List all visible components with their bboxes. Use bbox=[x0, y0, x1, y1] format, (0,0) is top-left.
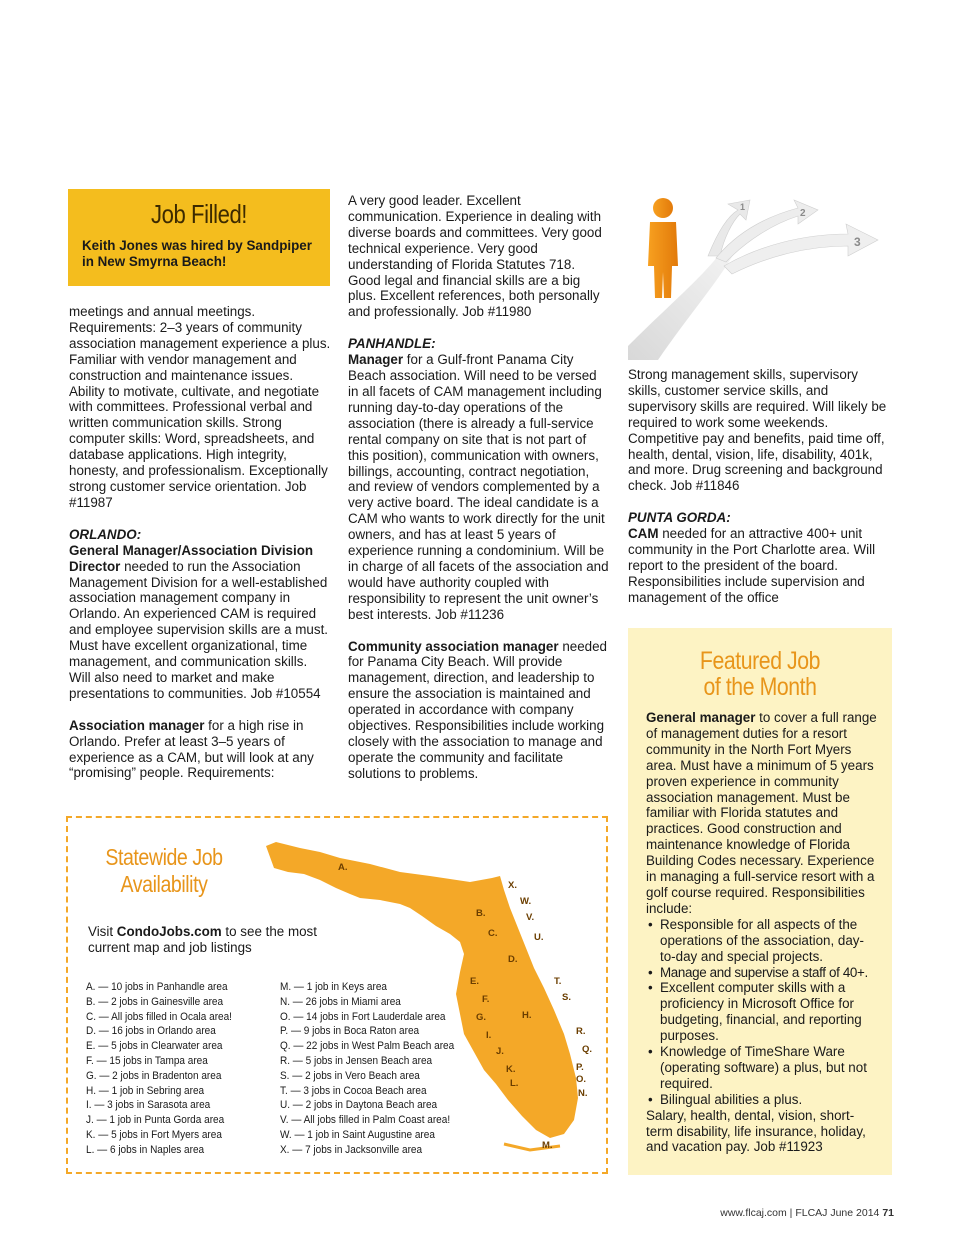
map-label-c: C. bbox=[488, 928, 498, 939]
map-label-k: K. bbox=[506, 1064, 516, 1075]
job-list-item: X. — 7 jobs in Jacksonville area bbox=[280, 1143, 423, 1156]
job-list-item: J. — 1 job in Punta Gorda area bbox=[86, 1114, 225, 1127]
job-list-item: D. — 16 jobs in Orlando area bbox=[86, 1025, 216, 1038]
statewide-title bbox=[99, 844, 228, 898]
featured-lead bbox=[646, 710, 878, 917]
job-filled-text: Keith Jones was hired by Sandpiper in New Smyrna Beach! bbox=[82, 238, 312, 269]
map-label-u: U. bbox=[534, 932, 544, 943]
orlando-heading: ORLANDO: bbox=[69, 526, 142, 542]
featured-lead-text: to cover a full range of management duties for a resort community in the North Fort Myers area. Must have a minimum of 5 years proven experience in community association management. Must be familiar with Florida statutes and practices. Good construction and maintenance knowledge of Florida Building Codes necessary. Experience in managing a full-service resort with a golf course required. Responsibilities include: bbox=[646, 710, 877, 916]
job-list-item: A. — 10 jobs in Panhandle area bbox=[86, 981, 228, 993]
job-list-item: C. — All jobs filled in Ocala area! bbox=[86, 1010, 232, 1023]
map-label-w: W. bbox=[520, 896, 532, 907]
featured-title-line2: of the Month bbox=[703, 673, 817, 701]
featured-bullet: • Knowledge of TimeShare Ware (operating software) a plus, but not required. bbox=[646, 1044, 878, 1092]
map-label-g: G. bbox=[476, 1012, 487, 1023]
map-label-f: F. bbox=[482, 994, 490, 1005]
job-list-item: Q. — 22 jobs in West Palm Beach area bbox=[280, 1040, 455, 1053]
punta-gorda-job-text: needed for an attractive 400+ unit community in the Port Charlotte area. Will report to the president of the board. Responsibilities include supervision and management of the office bbox=[628, 526, 876, 605]
job-list-item: P. — 9 jobs in Boca Raton area bbox=[280, 1025, 420, 1038]
footer-site[interactable]: www.flcaj.com bbox=[720, 1207, 787, 1219]
featured-job-body bbox=[646, 710, 878, 1155]
cam-job-title: Community association manager bbox=[348, 638, 559, 654]
job-list-item: B. — 2 jobs in Gainesville area bbox=[86, 995, 224, 1008]
featured-job-role: General manager bbox=[646, 710, 756, 725]
featured-job-title bbox=[648, 648, 872, 700]
job-list-item: L. — 6 jobs in Naples area bbox=[86, 1143, 205, 1156]
map-label-b: B. bbox=[476, 908, 486, 919]
arrow-label-2: 2 bbox=[800, 208, 806, 219]
orlando-job-title: General Manager/Association Division Director bbox=[69, 542, 314, 574]
punta-gorda-job-title: CAM bbox=[628, 526, 659, 542]
col2-para1: A very good leader. Excellent communication. Experience in dealing with diverse boards and committees. Very good technical experience. Very good understanding of Florida Statutes 718. Good legal and financial skills are a big plus. Excellent references, both personally and professionally. Job #11980 bbox=[348, 193, 602, 320]
map-label-x: X. bbox=[508, 880, 517, 891]
featured-bullet: • Bilingual abilities a plus. bbox=[646, 1092, 878, 1108]
job-list-item: O. — 14 jobs in Fort Lauderdale area bbox=[280, 1010, 446, 1023]
page-number: 71 bbox=[882, 1207, 894, 1219]
visit-prefix: Visit bbox=[88, 924, 117, 939]
map-label-i: I. bbox=[486, 1030, 492, 1041]
featured-bullets bbox=[646, 917, 878, 1108]
col3-para1: Strong management skills, supervisory skills, customer service skills, and supervisory skills are required. Will likely be required to work some weekends. Competitive pay and benefits, paid time off, health, dental, vision, life, disability, 401k, and more. Drug screening and background check. Job #11846 bbox=[628, 367, 887, 494]
featured-bullet: • Excellent computer skills with a proficiency in Microsoft Office for budgeting, financial, and reporting purposes. bbox=[646, 980, 878, 1044]
featured-bullet: • Responsible for all aspects of the operations of the association, day-to-day and special projects. bbox=[646, 917, 878, 965]
job-list-item: H. — 1 job in Sebring area bbox=[86, 1084, 205, 1097]
job-list-item: U. — 2 jobs in Daytona Beach area bbox=[280, 1099, 438, 1112]
association-job-title: Association manager bbox=[69, 717, 205, 733]
map-label-r: R. bbox=[576, 1026, 586, 1037]
visit-suffix: to see the most current map and job listings bbox=[88, 924, 317, 955]
col1-para1: meetings and annual meetings. Requirements: 2–3 years of community association management experience a plus. Familiar with vendor management and construction and maintenance issues. Ability to motivate, cultivate, and negotiate with committees. Professional verbal and written communication skills. Strong computer skills: Word, spreadsheets, and database applications. High integrity, honesty, and professionalism. Exceptionally strong customer service orientation. Job #11987 bbox=[69, 304, 331, 510]
map-label-v: V. bbox=[526, 912, 535, 923]
job-list-item: G. — 2 jobs in Bradenton area bbox=[86, 1069, 222, 1082]
job-filled-title: Job Filled! bbox=[150, 199, 248, 229]
job-list-item: I. — 3 jobs in Sarasota area bbox=[86, 1099, 211, 1112]
page-footer bbox=[720, 1207, 894, 1219]
panhandle-job-text: for a Gulf-front Panama City Beach association. Will need to be versed in all facets of CAM management including running day-to-day operations of the association (there is already a full-service rental company on site that is not part of this position), communication with owners, billings, accounting, contract negotiation, and review of vendors complemented by a very active board. The ideal candidate is a CAM who wants to work directly for the unit owners, and has at least 5 years of experience running a condominium. Will be in charge of all facets of the association and would have authority coupled with responsibility to represent the unit owner’s best interests. Job #11236 bbox=[348, 352, 609, 622]
column-3 bbox=[628, 367, 890, 606]
condojobs-link[interactable]: CondoJobs.com bbox=[116, 924, 222, 939]
job-list-item: T. — 3 jobs in Cocoa Beach area bbox=[280, 1084, 427, 1097]
map-label-o: O. bbox=[576, 1074, 587, 1085]
job-list-item: K. — 5 jobs in Fort Myers area bbox=[86, 1128, 222, 1141]
job-list-item: S. — 2 jobs in Vero Beach area bbox=[280, 1069, 420, 1082]
map-label-s: S. bbox=[562, 992, 571, 1003]
panhandle-job-title: Manager bbox=[348, 352, 404, 368]
panhandle-listing bbox=[348, 352, 610, 622]
statewide-title-line2: Availability bbox=[120, 871, 208, 897]
statewide-job-availability bbox=[66, 816, 608, 1174]
map-label-q: Q. bbox=[582, 1044, 593, 1055]
job-list-item: N. — 26 jobs in Miami area bbox=[280, 995, 401, 1008]
orlando-listing bbox=[69, 543, 331, 702]
map-label-e: E. bbox=[470, 976, 479, 987]
featured-title-line1: Featured Job bbox=[699, 647, 821, 675]
map-label-a: A. bbox=[338, 862, 348, 873]
map-label-t: T. bbox=[554, 976, 562, 987]
arrow-label-1: 1 bbox=[740, 202, 746, 212]
map-label-h: H. bbox=[522, 1010, 532, 1021]
footer-pub: FLCAJ bbox=[795, 1207, 828, 1219]
florida-map bbox=[260, 838, 600, 1158]
job-list-item: W. — 1 job in Saint Augustine area bbox=[280, 1128, 435, 1141]
job-list-item: F. — 15 jobs in Tampa area bbox=[86, 1054, 208, 1067]
statewide-title-line1: Statewide Job bbox=[105, 844, 223, 870]
punta-gorda-heading: PUNTA GORDA: bbox=[628, 510, 731, 526]
featured-bullet: • Manage and supervise a staff of 40+. bbox=[646, 965, 878, 981]
map-label-m: M. bbox=[542, 1140, 553, 1151]
job-list-item: E. — 5 jobs in Clearwater area bbox=[86, 1040, 223, 1053]
column-1 bbox=[69, 304, 331, 781]
featured-closing: Salary, health, dental, vision, short-term disability, life insurance, holiday, and vacation pay. Job #11923 bbox=[646, 1107, 866, 1155]
job-filled-box bbox=[68, 189, 330, 286]
job-list-item: V. — All jobs filled in Palm Coast area! bbox=[280, 1114, 451, 1127]
cam-job-text: needed for Panama City Beach. Will provide management, direction, and leadership to ensure the association is maintained and operated in accordance with company objectives. Responsibilities include working closely with the association to manage and operate the community and facilitate solutions to problems. bbox=[348, 638, 607, 781]
column-2 bbox=[348, 193, 610, 782]
map-label-n: N. bbox=[578, 1088, 588, 1099]
map-label-l: L. bbox=[510, 1078, 519, 1089]
cam-listing bbox=[348, 639, 610, 782]
association-listing bbox=[69, 718, 331, 782]
job-list-item: M. — 1 job in Keys area bbox=[280, 981, 387, 993]
choice-arrows-illustration bbox=[628, 186, 890, 360]
association-job-text: for a high rise in Orlando. Prefer at least 3–5 years of experience as a CAM, but will look at any “promising” people. Requirements: bbox=[69, 717, 314, 781]
footer-date: June 2014 bbox=[830, 1207, 880, 1219]
panhandle-heading: PANHANDLE: bbox=[348, 336, 436, 352]
featured-job-box bbox=[628, 628, 892, 1175]
map-label-p: P. bbox=[576, 1062, 584, 1073]
map-label-d: D. bbox=[508, 954, 518, 965]
footer-divider: | bbox=[789, 1207, 796, 1219]
punta-gorda-listing bbox=[628, 526, 890, 606]
job-list-left bbox=[86, 980, 252, 1158]
arrow-label-3: 3 bbox=[854, 235, 861, 249]
orlando-job-text: needed to run the Association Management Division for a well-established association management company in Orlando. An experienced CAM is required and employee supervision skills are a must. Must have excellent organizational, time management, and communication skills. Will also need to market and make presentations to communities. Job #10554 bbox=[69, 558, 329, 701]
job-list-item: R. — 5 jobs in Jensen Beach area bbox=[280, 1054, 433, 1067]
map-label-j: J. bbox=[496, 1046, 504, 1057]
